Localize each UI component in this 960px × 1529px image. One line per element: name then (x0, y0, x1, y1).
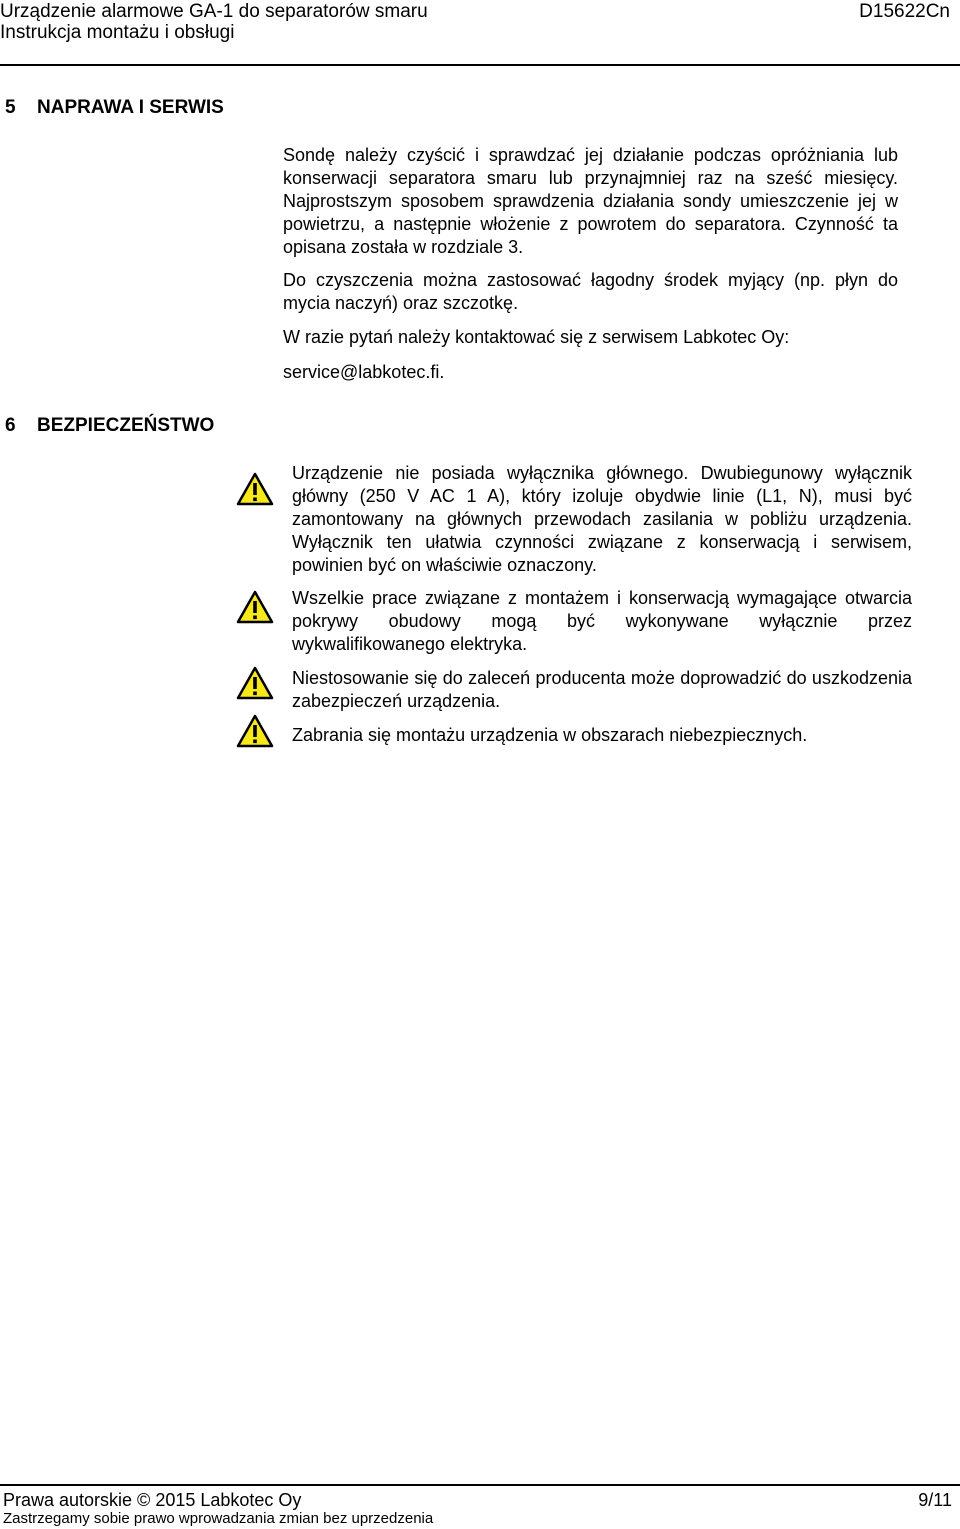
section-5-paragraph-2: Do czyszczenia można zastosować łagodny środek myjący (np. płyn do mycia naczyń) oraz szczotkę. (283, 270, 898, 313)
warning-triangle-icon (236, 666, 274, 700)
section-6-title: BEZPIECZEŃSTWO (37, 415, 215, 436)
warning-triangle-icon (236, 472, 274, 506)
warning-triangle-icon (236, 714, 274, 748)
page-number: 9/11 (918, 1490, 952, 1510)
section-5-paragraph-3: W razie pytań należy kontaktować się z serwisem Labkotec Oy: (283, 327, 790, 347)
document-title: Urządzenie alarmowe GA-1 do separatorów smaru (0, 1, 428, 22)
service-email: service@labkotec.fi. (283, 362, 445, 382)
section-6-heading (5, 415, 214, 437)
warning-text-1: Urządzenie nie posiada wyłącznika głównego. Dwubiegunowy wyłącznik główny (250 V AC 1 A), który izoluje obydwie linie (L1, N), musi być zamontowany na głównych przewodach zasilania w pobliżu urządzenia. Wyłącznik ten ułatwia czynności związane z konserwacją i serwisem, powinien być on właściwie oznaczony. (292, 463, 912, 575)
warning-text-2: Wszelkie prace związane z montażem i konserwacją wymagające otwarcia pokrywy obudowy mogą być wykonywane wyłącznie przez wykwalifikowanego elektryka. (292, 588, 912, 654)
footer-divider (0, 1484, 960, 1486)
document-subtitle: Instrukcja montażu i obsługi (0, 22, 235, 43)
warning-text-4: Zabrania się montażu urządzenia w obszarach niebezpiecznych. (292, 725, 808, 745)
document-code: D15622Cn (859, 1, 950, 22)
warning-text-3: Niestosowanie się do zaleceń producenta może doprowadzić do uszkodzenia zabezpieczeń urządzenia. (292, 668, 912, 711)
section-5-title: NAPRAWA I SERWIS (37, 97, 224, 118)
section-6-number: 6 (5, 415, 16, 436)
header-divider (0, 64, 960, 66)
section-5-heading (5, 97, 224, 119)
warning-triangle-icon (236, 590, 274, 624)
section-5-number: 5 (5, 97, 16, 118)
footer-copyright: Prawa autorskie © 2015 Labkotec Oy (3, 1490, 302, 1510)
footer-note: Zastrzegamy sobie prawo wprowadzania zmian bez uprzedzenia (3, 1510, 434, 1527)
section-5-paragraph-1: Sondę należy czyścić i sprawdzać jej działanie podczas opróżniania lub konserwacji separatora smaru lub przynajmniej raz na sześć miesięcy. Najprostszym sposobem sprawdzenia działania sondy umieszczenie jej w powietrzu, a następnie włożenie z powrotem do separatora. Czynność ta opisana została w rozdziale 3. (283, 145, 898, 257)
